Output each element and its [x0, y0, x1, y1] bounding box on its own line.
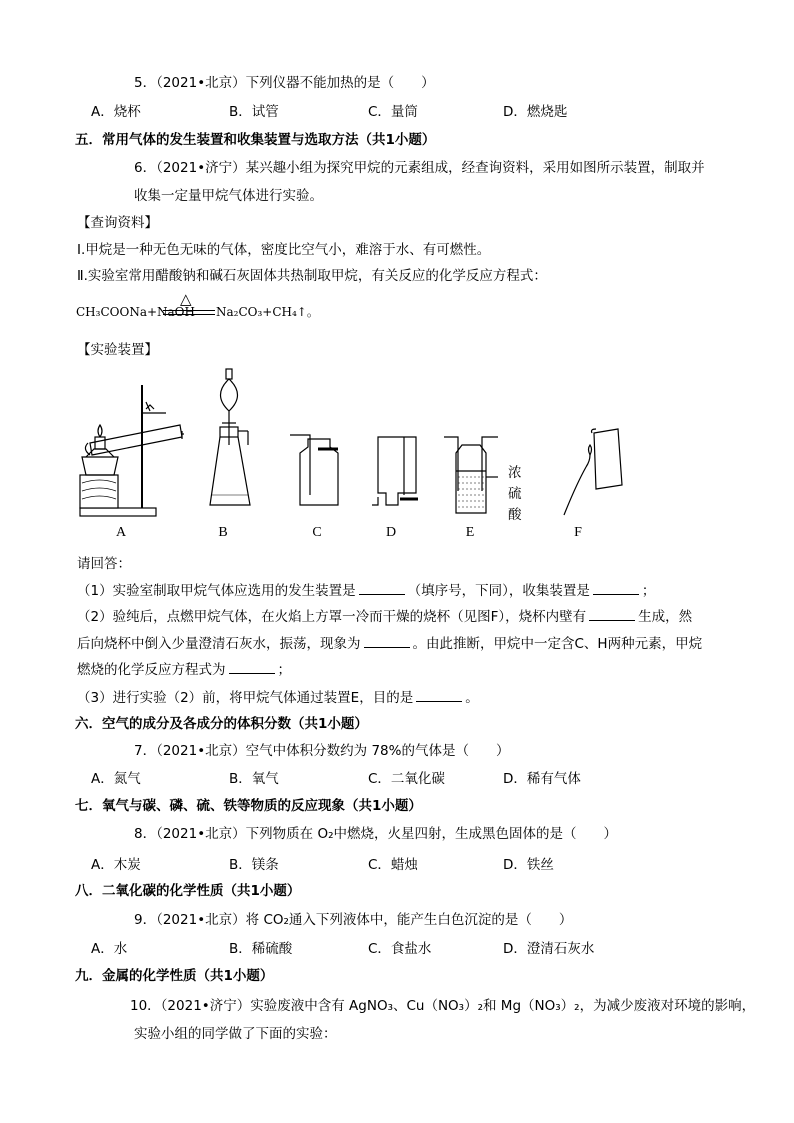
q9-option-b: B．稀硫酸: [229, 941, 293, 957]
q6-part2-line1: （2）验纯后，点燃甲烷气体，在火焰上方罩一冷而干燥的烧杯（见图F），烧杯内壁有 生成，然: [77, 609, 693, 625]
apparatus-label-f: F: [574, 525, 582, 540]
blank-beaker-wall[interactable]: [589, 607, 635, 621]
q7-option-a: A．氮气: [91, 771, 141, 787]
section-heading-6: 六．空气的成分及各成分的体积分数（共1小题）: [75, 716, 368, 732]
section-heading-5: 五．常用气体的发生装置和收集装置与选取方法（共1小题）: [75, 132, 436, 148]
apparatus-label-e: E: [465, 525, 475, 540]
section-heading-9: 九．金属的化学性质（共1小题）: [75, 968, 274, 984]
q5-stem: 5．（2021•北京）下列仪器不能加热的是（ ）: [134, 75, 435, 91]
apparatus-e: [444, 437, 498, 513]
apparatus-b: [210, 369, 250, 505]
answer-heading: 请回答：: [77, 556, 131, 572]
q8-stem: 8．（2021•北京）下列物质在 O₂中燃烧，火星四射，生成黑色固体的是（ ）: [134, 826, 617, 842]
equation-arrow: [163, 310, 215, 315]
q9-option-d: D．澄清石灰水: [503, 941, 595, 957]
q6-ref-item-1: Ⅰ.甲烷是一种无色无味的气体，密度比空气小，难溶于水、有可燃性。: [77, 242, 491, 258]
apparatus-heading: 【实验装置】: [77, 342, 158, 358]
q7-option-b: B．氧气: [229, 771, 279, 787]
apparatus-d: [372, 437, 418, 505]
apparatus-e-label-3: 酸: [508, 507, 522, 523]
apparatus-e-label-1: 浓: [508, 465, 522, 481]
q10-stem-line2: 实验小组的同学做了下面的实验：: [134, 1026, 337, 1042]
q6-part3: （3）进行实验（2）前，将甲烷气体通过装置E，目的是 。: [77, 690, 479, 706]
q7-option-d: D．稀有气体: [503, 771, 581, 787]
q6-part2-line3: 燃烧的化学反应方程式为 ；: [77, 662, 291, 678]
apparatus-label-d: D: [385, 525, 397, 540]
q5-option-d: D．燃烧匙: [503, 104, 568, 120]
apparatus-f: [564, 429, 622, 515]
q10-stem-line1: 10．（2021•济宁）实验废液中含有 AgNO₃、Cu（NO₃）₂和 Mg（NO₃）₂，为减少废液对环境的影响，: [130, 998, 756, 1014]
q5-option-b: B．试管: [229, 104, 279, 120]
q5-option-a: A．烧杯: [91, 104, 141, 120]
apparatus-label-a: A: [115, 525, 127, 540]
blank-phenomenon[interactable]: [364, 634, 410, 648]
apparatus-label-b: B: [218, 525, 228, 540]
q8-option-d: D．铁丝: [503, 857, 554, 873]
q6-part2-line2: 后向烧杯中倒入少量澄清石灰水，振荡，现象为 。由此推断，甲烷中一定含C、H两种元素，甲烷: [77, 636, 703, 652]
apparatus-e-label-2: 硫: [508, 486, 522, 502]
q8-option-b: B．镁条: [229, 857, 279, 873]
equation-condition: △: [180, 290, 192, 308]
q9-stem: 9．（2021•北京）将 CO₂通入下列液体中，能产生白色沉淀的是（ ）: [134, 912, 573, 928]
q6-ref-heading: 【查询资料】: [77, 215, 158, 231]
q9-option-c: C．食盐水: [368, 941, 432, 957]
q7-stem: 7．（2021•北京）空气中体积分数约为 78%的气体是（ ）: [134, 743, 510, 759]
section-heading-8: 八．二氧化碳的化学性质（共1小题）: [75, 883, 301, 899]
apparatus-label-c: C: [312, 525, 322, 540]
q6-ref-item-2: Ⅱ.实验室常用醋酸钠和碱石灰固体共热制取甲烷，有关反应的化学反应方程式：: [77, 268, 547, 284]
apparatus-figure: [70, 365, 660, 525]
blank-generator[interactable]: [359, 581, 405, 595]
apparatus-a: [80, 385, 184, 516]
q5-option-c: C．量筒: [368, 104, 418, 120]
q6-part1: （1）实验室制取甲烷气体应选用的发生装置是 （填序号，下同），收集装置是 ；: [77, 583, 656, 599]
q8-option-c: C．蜡烛: [368, 857, 418, 873]
q7-option-c: C．二氧化碳: [368, 771, 445, 787]
blank-purpose[interactable]: [416, 688, 462, 702]
q6-stem-line2: 收集一定量甲烷气体进行实验。: [134, 188, 323, 204]
apparatus-c: [290, 435, 338, 505]
q6-stem-line1: 6．（2021•济宁）某兴趣小组为探究甲烷的元素组成，经查询资料，采用如图所示装置，制取并: [134, 160, 705, 176]
section-heading-7: 七．氧气与碳、磷、硫、铁等物质的反应现象（共1小题）: [75, 798, 422, 814]
q8-option-a: A．木炭: [91, 857, 141, 873]
equation-reactants: CH₃COONa+NaOH: [76, 305, 195, 319]
blank-collector[interactable]: [593, 581, 639, 595]
blank-equation[interactable]: [229, 660, 275, 674]
q9-option-a: A．水: [91, 941, 128, 957]
equation-products: Na₂CO₃+CH₄↑。: [216, 305, 319, 319]
